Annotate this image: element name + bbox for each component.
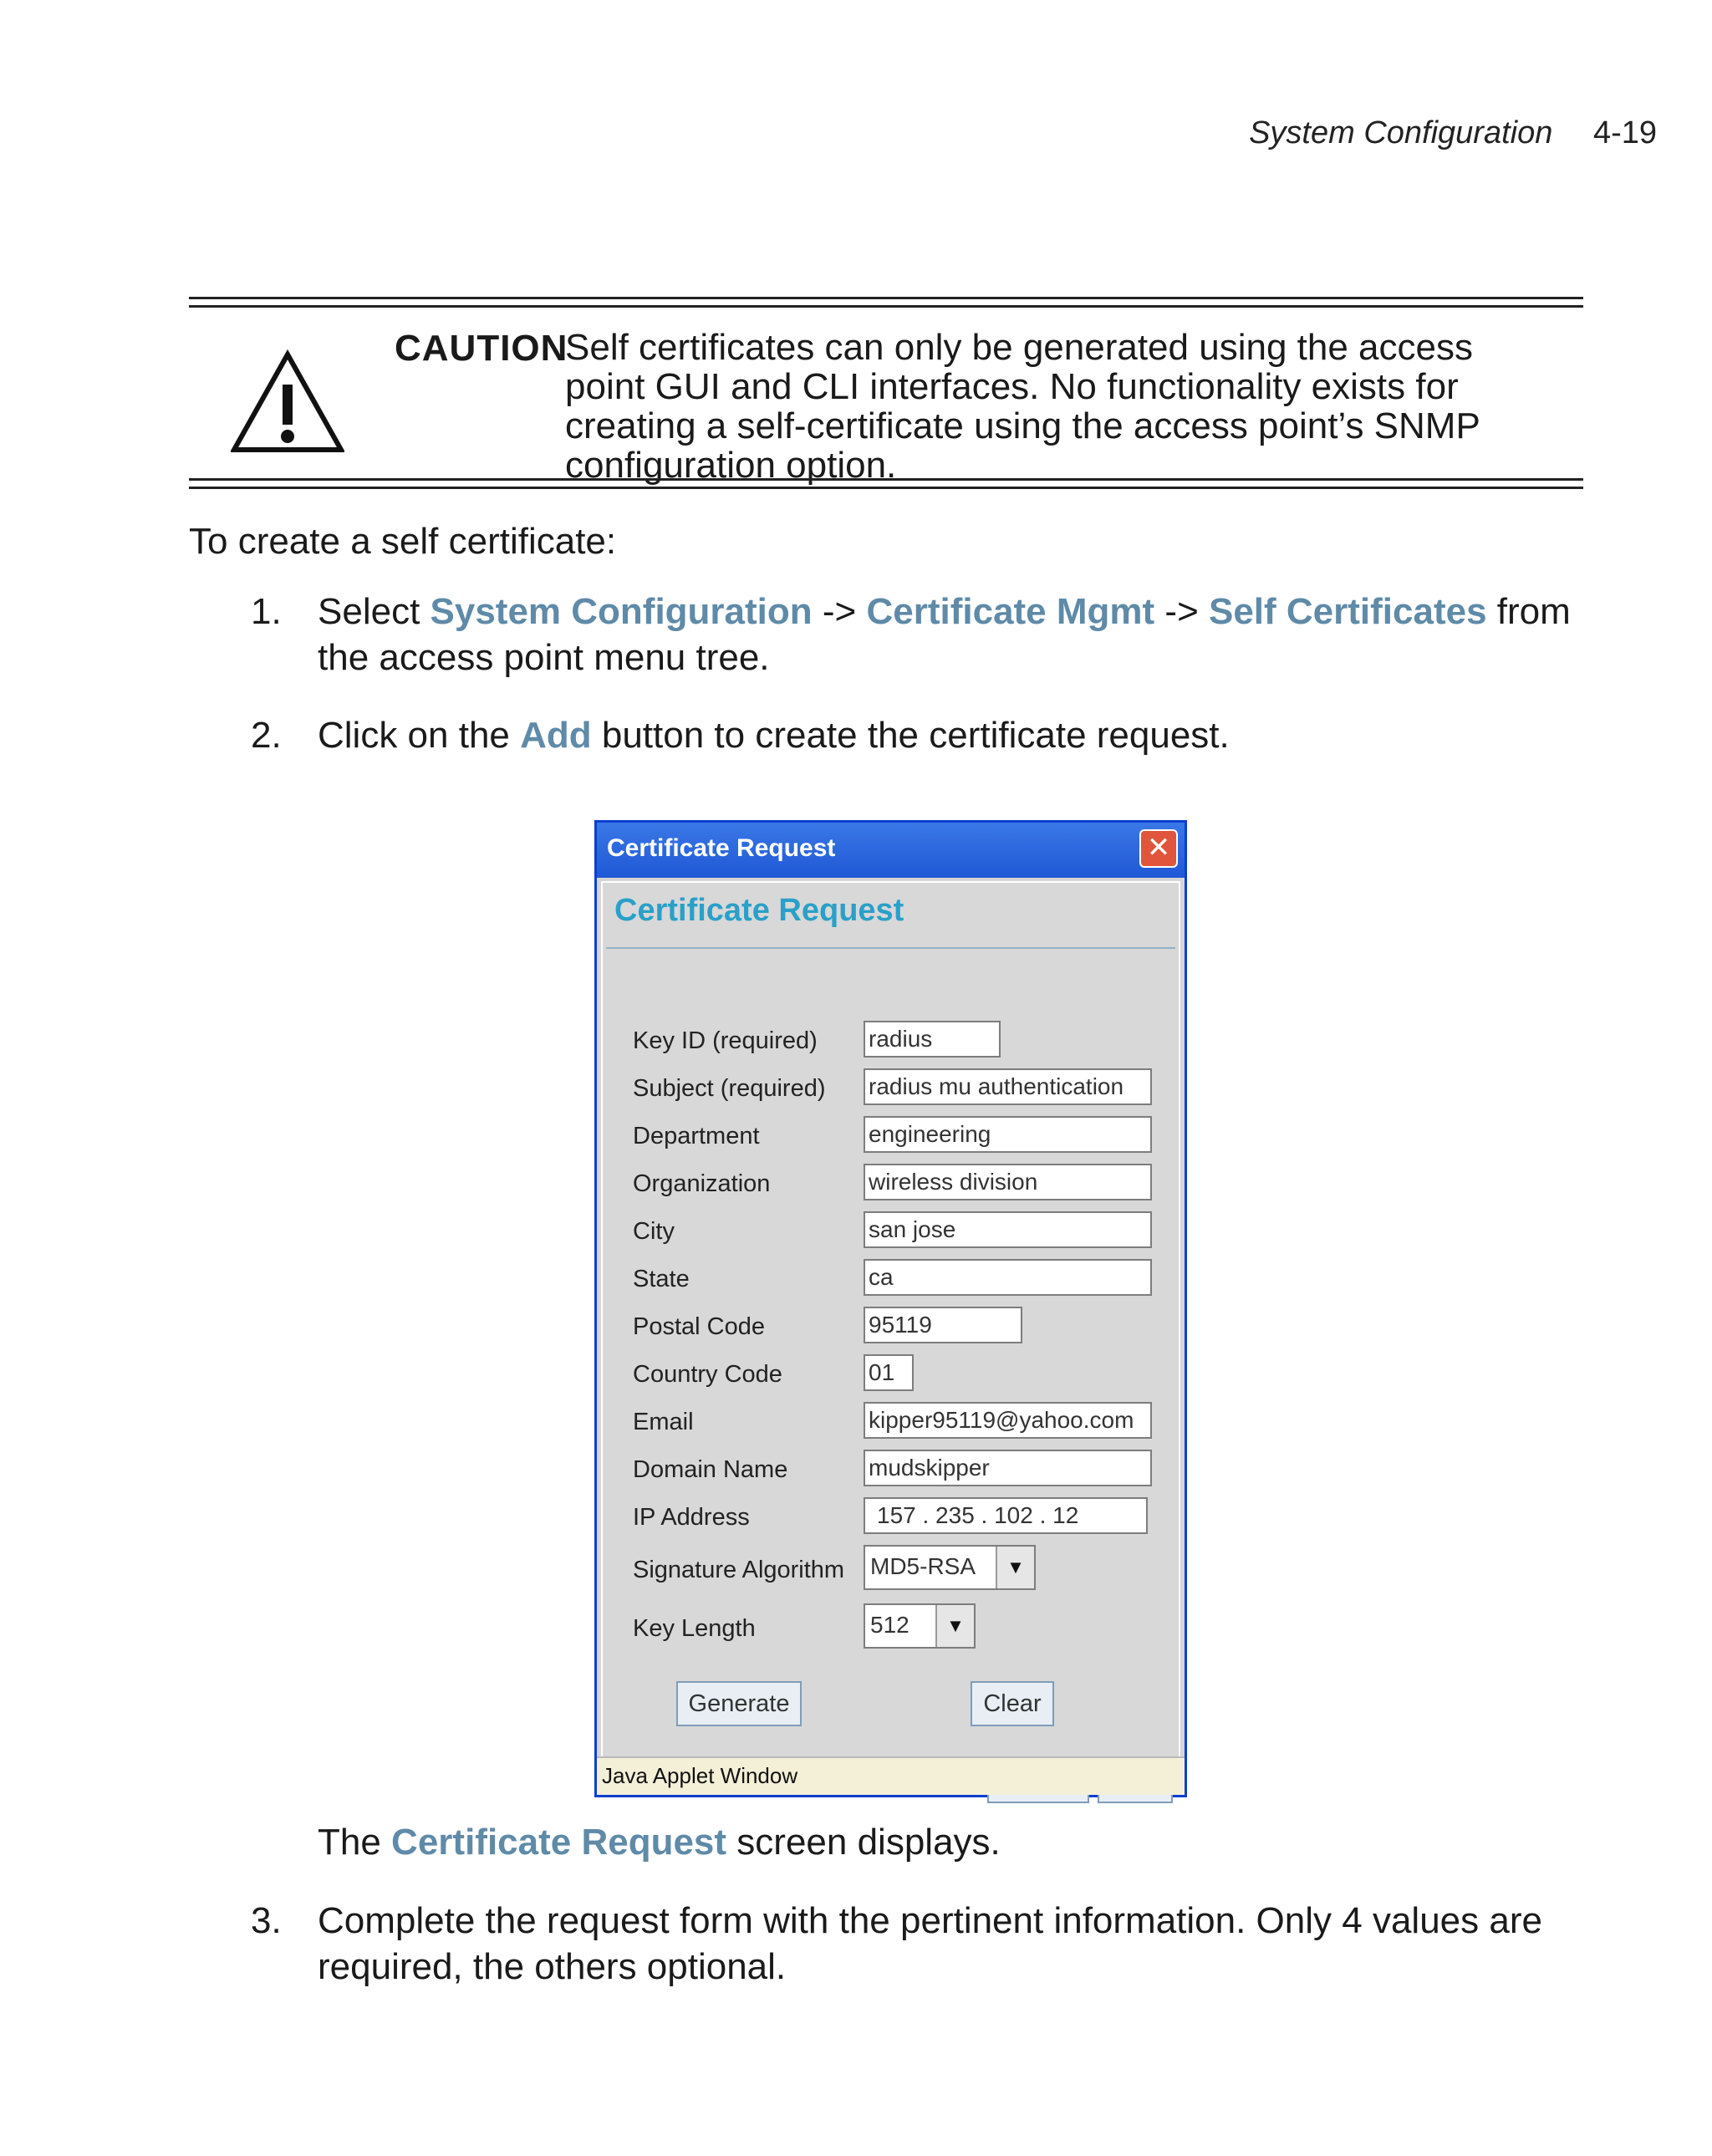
link-certificate-mgmt: Certificate Mgmt [866,591,1155,632]
link-self-certificates: Self Certificates [1208,591,1487,632]
clear-button[interactable]: Clear [971,1681,1054,1726]
warning-icon [231,349,344,455]
step-number: 1. [251,591,282,632]
panel-title: Certificate Request [614,893,904,928]
field-label: Key Length [633,1615,756,1642]
certificate-request-ref: Certificate Request [391,1822,727,1863]
add-button-ref: Add [520,715,592,756]
status-text: Java Applet Window [602,1763,798,1788]
field-label: Key ID (required) [633,1027,818,1054]
department-input[interactable]: engineering [864,1116,1152,1153]
field-label: Department [633,1123,760,1149]
close-icon[interactable]: ✕ [1139,829,1178,868]
caption-text: The Certificate Request screen displays. [318,1822,1001,1863]
domain-name-input[interactable]: mudskipper [864,1450,1152,1486]
step-text: Click on the Add button to create the certificate request. [318,715,1230,756]
link-system-configuration: System Configuration [430,591,813,632]
section-title: System Configuration [1249,115,1553,150]
field-label: Domain Name [633,1456,788,1483]
key-length-select[interactable] [864,1603,976,1649]
key-id-input[interactable]: radius [864,1021,1001,1058]
state-input[interactable]: ca [864,1259,1152,1296]
field-label: State [633,1266,690,1292]
certificate-request-dialog [594,820,1187,1797]
organization-input[interactable]: wireless division [864,1164,1152,1200]
divider [189,305,1583,308]
dialog-titlebar [597,823,1185,878]
chevron-down-icon[interactable]: ▼ [935,1605,974,1647]
page-header [1249,115,1657,151]
chevron-down-icon[interactable]: ▼ [996,1547,1034,1588]
field-label: Email [633,1409,694,1435]
divider [189,297,1583,299]
step-text: Select System Configuration -> Certificate Mgmt -> Self Certificates from the access point menu tree. [318,591,1571,678]
divider [189,487,1583,489]
select-value: MD5-RSA [870,1553,976,1579]
subject-input[interactable]: radius mu authentication [864,1068,1152,1105]
city-input[interactable]: san jose [864,1211,1152,1248]
step-text: Complete the request form with the pertinent information. Only 4 values are required, the others optional. [318,1900,1542,1987]
field-label: City [633,1218,675,1245]
caution-label: CAUTION [395,328,568,369]
generate-button[interactable]: Generate [676,1681,802,1726]
email-input[interactable]: kipper95119@yahoo.com [864,1402,1152,1439]
signature-algorithm-select[interactable] [864,1545,1036,1590]
ip-address-input[interactable]: 157 . 235 . 102 . 12 [864,1497,1148,1534]
field-label: Signature Algorithm [633,1557,845,1583]
dialog-panel [601,881,1180,1759]
step-number: 3. [251,1900,282,1941]
step-number: 2. [251,715,282,756]
field-label: Country Code [633,1361,782,1388]
postal-code-input[interactable]: 95119 [864,1307,1022,1343]
status-bar [597,1756,1185,1795]
page-number: 4-19 [1592,115,1657,150]
field-label: Organization [633,1170,771,1197]
field-label: Subject (required) [633,1075,826,1102]
field-label: Postal Code [633,1313,765,1340]
divider [189,478,1583,481]
intro-text: To create a self certificate: [189,521,617,562]
field-label: IP Address [633,1504,750,1531]
select-value: 512 [870,1612,910,1638]
divider [606,947,1175,949]
caution-text: Self certificates can only be generated using the access point GUI and CLI interfaces. No functionality exists for creating a self-certificate using the access point’s SNMP configuration option. [565,327,1480,486]
dialog-title: Certificate Request [607,834,836,862]
country-code-input[interactable]: 01 [864,1354,914,1391]
